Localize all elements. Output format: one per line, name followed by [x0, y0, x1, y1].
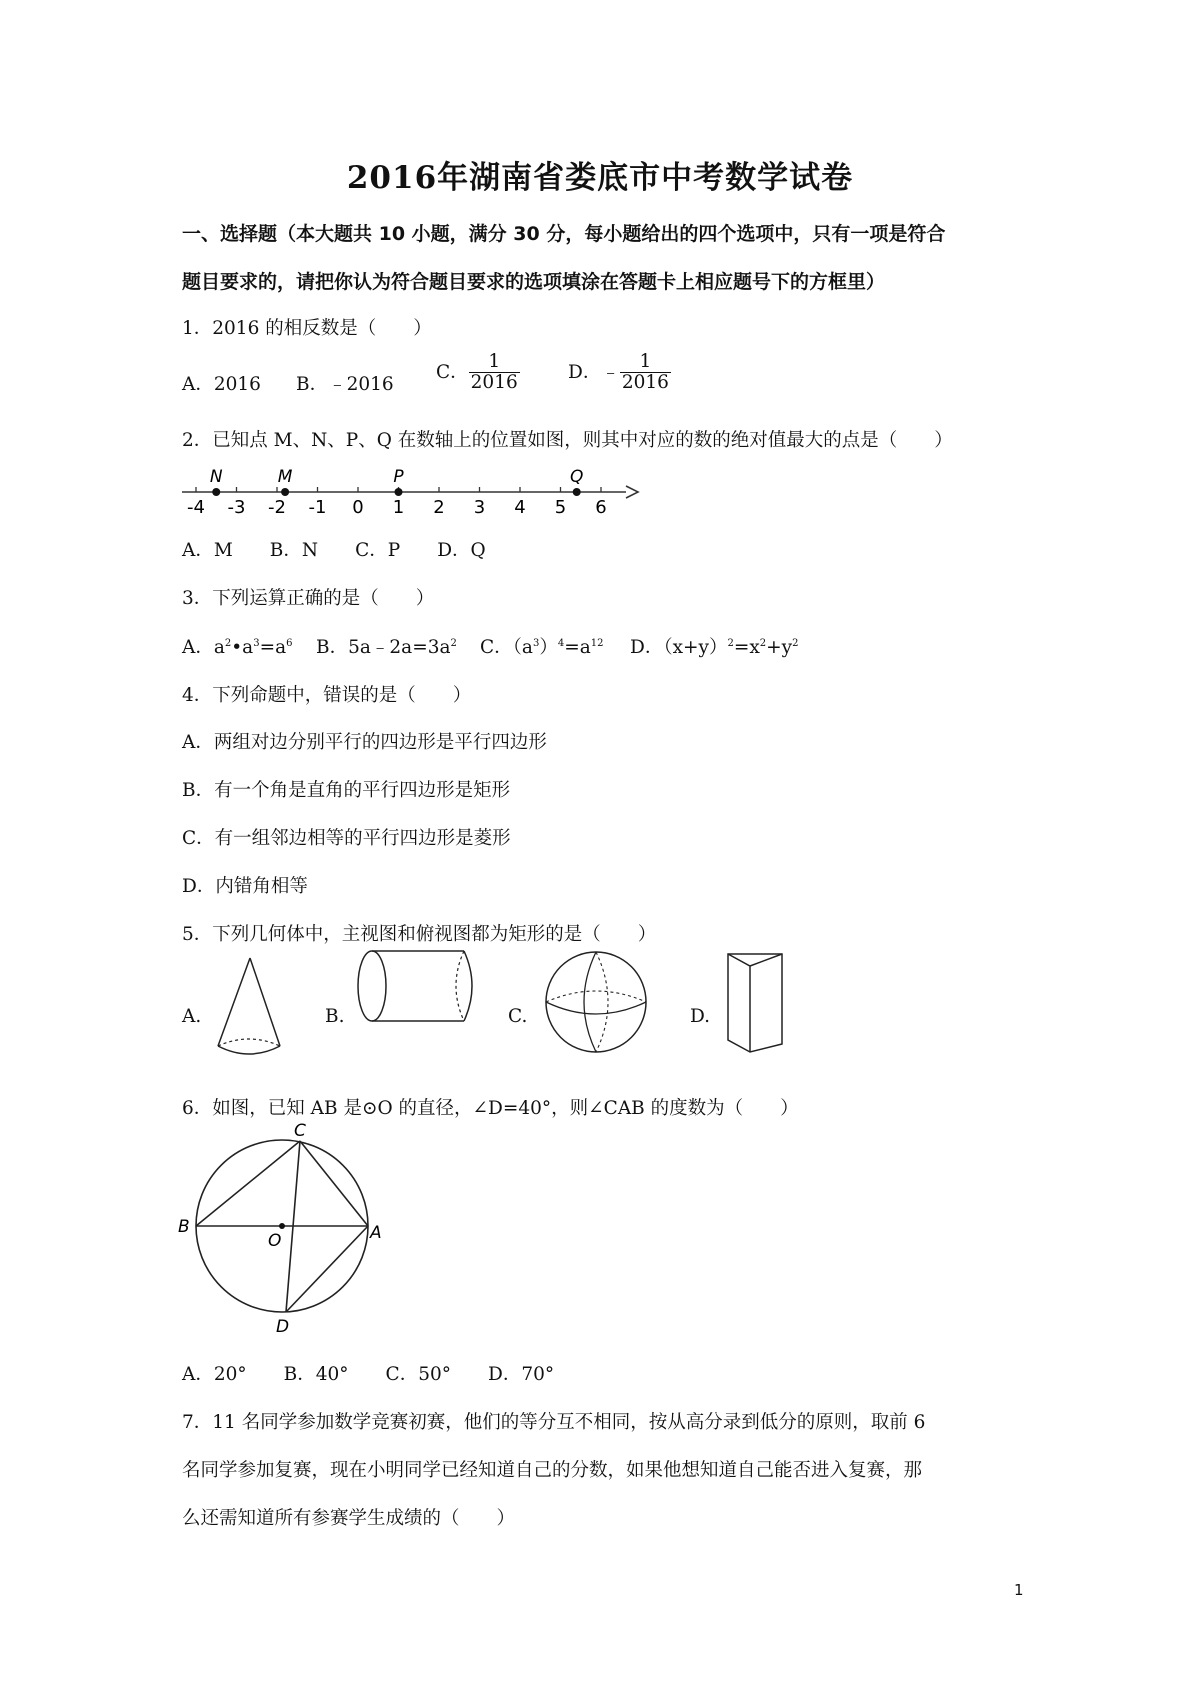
point-label-p: P: [393, 467, 404, 487]
chord-bc: [196, 1141, 300, 1226]
q5-option-a-label: A.: [182, 1006, 202, 1027]
q3-c-base: C．（a: [480, 637, 533, 658]
q1-option-d-label: D．﹣: [568, 361, 620, 383]
point-q: [573, 488, 581, 496]
point-label-q: Q: [570, 467, 584, 487]
q3-stem: 3．下列运算正确的是（ ）: [182, 588, 435, 609]
q3-d-end: +y: [766, 637, 793, 658]
axis-tick-label: 4: [514, 497, 526, 518]
q5-option-d-label: D.: [690, 1006, 711, 1027]
label-a: A: [370, 1223, 382, 1243]
q3-c-end: =a: [564, 637, 591, 658]
page-number: 1: [1014, 1581, 1024, 1599]
paper-title: 2016年湖南省娄底市中考数学试卷: [346, 160, 854, 196]
number-line-figure: [178, 458, 648, 520]
section-heading-line2: 题目要求的，请把你认为符合题目要求的选项填涂在答题卡上相应题号下的方框里）: [182, 271, 886, 293]
fraction-denominator: 2016: [621, 372, 669, 394]
center-point-o: [279, 1223, 285, 1229]
q5-option-b-label: B.: [325, 1006, 345, 1027]
q3-c-mid: ）: [539, 637, 558, 658]
exponent: 3: [532, 637, 540, 649]
q3-a-base: A．a: [182, 637, 225, 658]
sphere-figure: [540, 946, 652, 1058]
q1-option-d: [568, 352, 671, 394]
q6-options: A．20° B．40° C．50° D．70°: [182, 1364, 555, 1385]
q1-option-c: [436, 352, 520, 394]
cylinder-figure: [352, 946, 482, 1028]
exponent: 12: [590, 637, 604, 649]
q1-option-a: A．2016: [182, 374, 261, 395]
q1-option-b: B．﹣2016: [296, 374, 394, 395]
exponent: 6: [286, 637, 293, 649]
q5-stem: 5．下列几何体中，主视图和俯视图都为矩形的是（ ）: [182, 924, 657, 945]
axis-tick-label: 1: [392, 497, 405, 518]
q7-stem-line1: 7．11 名同学参加数学竞赛初赛，他们的等分互不相同，按从高分录到低分的原则，取前 6: [182, 1412, 926, 1433]
axis-tick-label: 5: [554, 497, 567, 518]
q5-option-c-label: C.: [508, 1006, 528, 1027]
q6-stem: 6．如图，已知 AB 是⊙O 的直径，∠D=40°，则∠CAB 的度数为（ ）: [182, 1098, 799, 1119]
cone-figure: [210, 950, 290, 1060]
label-b: B: [178, 1217, 190, 1237]
q1-stem: 1．2016 的相反数是（ ）: [182, 318, 432, 339]
exponent: 2: [792, 637, 799, 649]
prism-figure: [722, 948, 790, 1060]
point-n: [212, 488, 220, 496]
axis-tick-label: 3: [473, 497, 486, 518]
point-p: [395, 488, 403, 496]
fraction-numerator: 1: [469, 352, 520, 373]
fraction-denominator: 2016: [470, 372, 518, 394]
q2-stem: 2．已知点 M、N、P、Q 在数轴上的位置如图，则其中对应的数的绝对值最大的点是（ ）: [182, 430, 953, 451]
axis-tick-label: 2: [433, 497, 445, 518]
q3-option-b: [316, 633, 457, 659]
q3-a-end: =a: [259, 637, 287, 658]
exponent: 4: [557, 637, 565, 649]
q1-option-c-label: C．: [436, 361, 469, 383]
exponent: 2: [759, 637, 767, 649]
point-label-n: N: [209, 467, 223, 487]
number-line-axis: [182, 467, 638, 518]
exponent: 2: [450, 637, 457, 649]
exponent: 2: [224, 637, 232, 649]
q4-option-a: A．两组对边分别平行的四边形是平行四边形: [182, 732, 547, 753]
q1-option-c-fraction: [469, 352, 520, 394]
label-c: C: [294, 1121, 306, 1141]
q3-a-mid: •a: [231, 637, 254, 658]
axis-arrow: [626, 486, 638, 498]
q3-option-d: [630, 633, 798, 659]
axis-tick-label: 6: [595, 497, 607, 518]
q2-options: A．M B．N C．P D．Q: [182, 540, 486, 561]
q7-stem-line3: 么还需知道所有参赛学生成绩的（ ）: [182, 1508, 516, 1529]
exponent: 3: [253, 637, 260, 649]
axis-tick-label: 0: [352, 497, 364, 518]
circle-geometry-figure: [176, 1118, 386, 1336]
q4-option-d: D．内错角相等: [182, 876, 308, 897]
fraction-numerator: 1: [620, 352, 671, 373]
exponent: 2: [727, 637, 734, 649]
axis-tick-label: -4: [187, 497, 205, 518]
section-heading-line1: 一、选择题（本大题共 10 小题，满分 30 分，每小题给出的四个选项中，只有一项是符合: [182, 223, 946, 245]
q3-b-base: B．5a﹣2a=3a: [316, 637, 451, 658]
point-m: [281, 488, 289, 496]
q7-stem-line2: 名同学参加复赛，现在小明同学已经知道自己的分数，如果他想知道自己能否进入复赛，那: [182, 1460, 923, 1481]
label-d: D: [276, 1317, 290, 1336]
q3-d-base: D．（x+y）: [630, 637, 728, 658]
point-label-m: M: [277, 467, 293, 487]
label-o: O: [268, 1231, 282, 1251]
axis-tick-label: -3: [227, 497, 246, 518]
q3-option-c: [480, 633, 603, 659]
chord-ca: [300, 1141, 368, 1226]
q4-option-c: C．有一组邻边相等的平行四边形是菱形: [182, 828, 511, 849]
q4-stem: 4．下列命题中，错误的是（ ）: [182, 685, 472, 706]
axis-tick-label: -2: [268, 497, 286, 518]
q3-d-mid: =x: [733, 637, 760, 658]
q1-option-d-fraction: [620, 352, 671, 394]
axis-tick-label: -1: [308, 497, 327, 518]
q3-option-a: [182, 633, 293, 659]
q4-option-b: B．有一个角是直角的平行四边形是矩形: [182, 780, 511, 801]
